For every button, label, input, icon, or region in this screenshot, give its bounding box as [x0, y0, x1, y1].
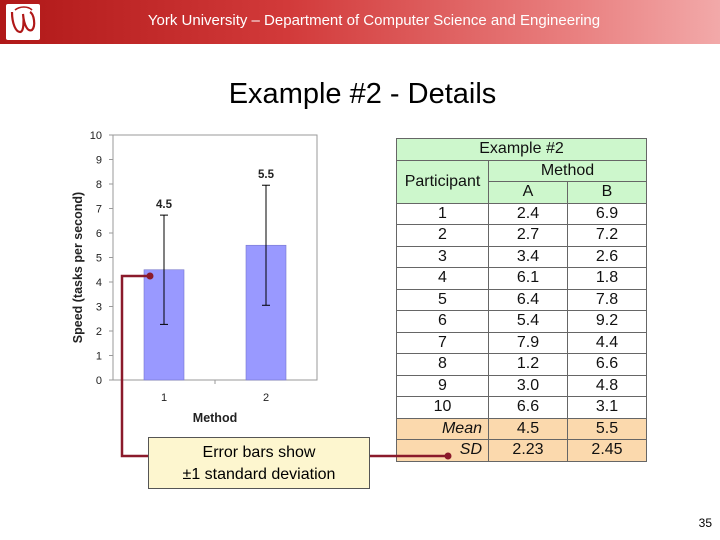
y-axis-label: Speed (tasks per second): [71, 191, 85, 344]
y-tick-label: 5: [95, 252, 102, 265]
cell-value-a: 2.7: [489, 225, 568, 247]
error-bar-callout: [148, 437, 370, 489]
cell-value-b: 4.8: [568, 375, 647, 397]
x-tick-label: 1: [160, 392, 168, 404]
cell-value-a: 6.6: [489, 397, 568, 419]
y-tick-label: 3: [95, 301, 102, 314]
cell-participant: 6: [397, 311, 489, 333]
data-label: 4.5: [156, 199, 172, 212]
y-tick-label: 10: [89, 130, 102, 142]
table-row: [397, 268, 647, 290]
callout-line-1: Error bars show: [202, 444, 316, 461]
y-tick-label: 9: [95, 154, 102, 167]
sd-b: 2.45: [568, 440, 647, 462]
callout-line-2: ±1 standard deviation: [182, 466, 336, 483]
x-axis-label: Method: [192, 411, 238, 425]
data-label: 5.5: [258, 169, 274, 182]
cell-value-b: 2.6: [568, 246, 647, 268]
table-row: [397, 354, 647, 376]
mean-label: Mean: [397, 418, 489, 440]
table-row: [397, 289, 647, 311]
table-row: [397, 246, 647, 268]
y-tick-label: 6: [95, 228, 102, 240]
col-b-header: B: [568, 182, 647, 204]
method-header: Method: [489, 160, 647, 182]
cell-participant: 10: [397, 397, 489, 419]
cell-value-b: 6.9: [568, 203, 647, 225]
header-title: York University – Department of Computer Science and Engineering: [147, 12, 601, 29]
table-title: Example #2: [397, 139, 647, 161]
cell-value-b: 7.8: [568, 289, 647, 311]
page-number: 35: [698, 516, 712, 530]
slide-title: Example #2 - Details: [228, 78, 497, 110]
cell-value-b: 4.4: [568, 332, 647, 354]
y-tick-label: 1: [95, 350, 102, 363]
table-row: [397, 311, 647, 333]
cell-participant: 7: [397, 332, 489, 354]
table-row: [397, 397, 647, 419]
cell-value-b: 6.6: [568, 354, 647, 376]
table-row: [397, 203, 647, 225]
table-row: [397, 332, 647, 354]
cell-participant: 1: [397, 203, 489, 225]
cell-value-a: 1.2: [489, 354, 568, 376]
cell-participant: 9: [397, 375, 489, 397]
participant-header: Participant: [397, 160, 489, 203]
cell-value-a: 6.1: [489, 268, 568, 290]
table-row: [397, 225, 647, 247]
mean-b: 5.5: [568, 418, 647, 440]
cell-value-a: 3.0: [489, 375, 568, 397]
cell-value-a: 7.9: [489, 332, 568, 354]
cell-value-b: 1.8: [568, 268, 647, 290]
cell-value-a: 2.4: [489, 203, 568, 225]
data-table: [396, 138, 647, 462]
plot-area: [113, 135, 317, 380]
col-a-header: A: [489, 182, 568, 204]
x-tick-label: 2: [262, 392, 270, 404]
y-tick-label: 4: [95, 277, 102, 289]
table-row: [397, 375, 647, 397]
sd-label: SD: [397, 440, 489, 462]
y-tick-label: 2: [95, 326, 102, 338]
cell-participant: 4: [397, 268, 489, 290]
cell-value-a: 3.4: [489, 246, 568, 268]
cell-value-b: 3.1: [568, 397, 647, 419]
sd-a: 2.23: [489, 440, 568, 462]
cell-participant: 8: [397, 354, 489, 376]
cell-value-a: 5.4: [489, 311, 568, 333]
cell-participant: 5: [397, 289, 489, 311]
cell-participant: 2: [397, 225, 489, 247]
y-tick-label: 8: [95, 179, 102, 191]
y-tick-label: 0: [95, 375, 102, 387]
cell-value-a: 6.4: [489, 289, 568, 311]
y-tick-label: 7: [95, 203, 102, 216]
cell-value-b: 9.2: [568, 311, 647, 333]
cell-participant: 3: [397, 246, 489, 268]
mean-a: 4.5: [489, 418, 568, 440]
cell-value-b: 7.2: [568, 225, 647, 247]
